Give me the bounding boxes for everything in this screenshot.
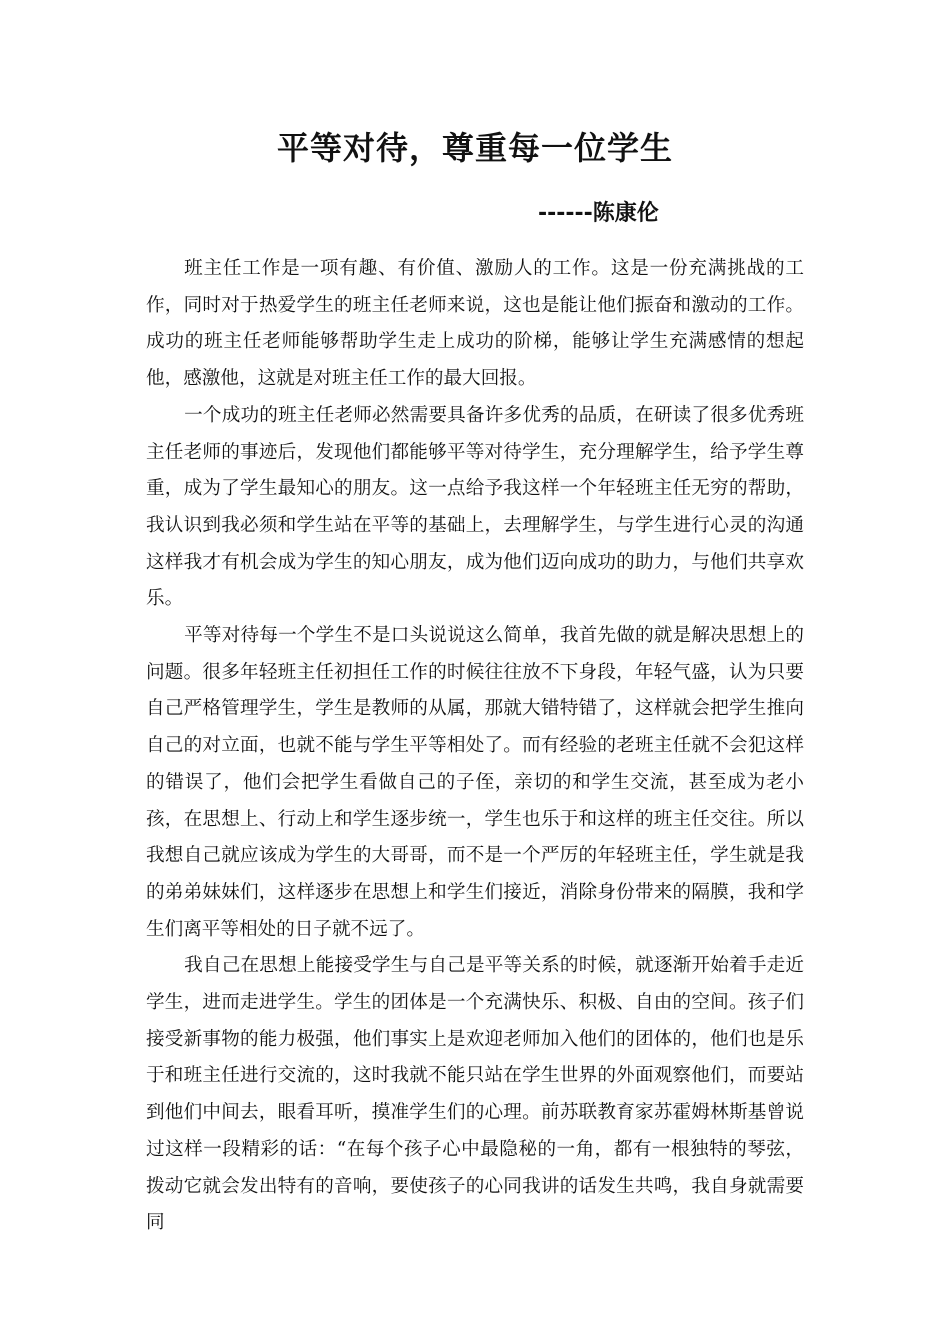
paragraph-1: 班主任工作是一项有趣、有价值、激励人的工作。这是一份充满挑战的工作，同时对于热爱学生的班主任老师来说，这也是能让他们振奋和激动的工作。成功的班主任老师能够帮助学生走上成功的阶梯，能够让学生充满感情的想起他，感激他，这就是对班主任工作的最大回报。 bbox=[146, 258, 804, 390]
document-body bbox=[146, 251, 804, 1242]
document-author: ------陈康伦 bbox=[538, 201, 659, 226]
paragraph-2: 一个成功的班主任老师必然需要具备许多优秀的品质，在研读了很多优秀班主任老师的事迹后，发现他们都能够平等对待学生，充分理解学生，给予学生尊重，成为了学生最知心的朋友。这一点给予我这样一个年轻班主任无穷的帮助，我认识到我必须和学生站在平等的基础上，去理解学生，与学生进行心灵的沟通这样我才有机会成为学生的知心朋友，成为他们迈向成功的助力，与他们共享欢乐。 bbox=[146, 404, 804, 610]
paragraph-3: 平等对待每一个学生不是口头说说这么简单，我首先做的就是解决思想上的问题。很多年轻班主任初担任工作的时候往往放不下身段，年轻气盛，认为只要自己严格管理学生，学生是教师的从属，那就大错特错了，这样就会把学生推向自己的对立面，也就不能与学生平等相处了。而有经验的老班主任就不会犯这样的错误了，他们会把学生看做自己的子侄，亲切的和学生交流，甚至成为老小孩，在思想上、行动上和学生逐步统一，学生也乐于和这样的班主任交往。所以我想自己就应该成为学生的大哥哥，而不是一个严厉的年轻班主任，学生就是我的弟弟妹妹们，这样逐步在思想上和学生们接近，消除身份带来的隔膜，我和学生们离平等相处的日子就不远了。 bbox=[146, 625, 804, 940]
document-title: 平等对待，尊重每一位学生 bbox=[276, 129, 673, 167]
paragraph-4: 我自己在思想上能接受学生与自己是平等关系的时候，就逐渐开始着手走近学生，进而走进学生。学生的团体是一个充满快乐、积极、自由的空间。孩子们接受新事物的能力极强，他们事实上是欢迎老师加入他们的团体的，他们也是乐于和班主任进行交流的，这时我就不能只站在学生世界的外面观察他们，而要站到他们中间去，眼看耳听，摸准学生们的心理。前苏联教育家苏霍姆林斯基曾说过这样一段精彩的话：“在每个孩子心中最隐秘的一角，都有一根独特的琴弦，拨动它就会发出特有的音响，要使孩子的心同我讲的话发生共鸣，我自身就需要同 bbox=[146, 955, 804, 1234]
